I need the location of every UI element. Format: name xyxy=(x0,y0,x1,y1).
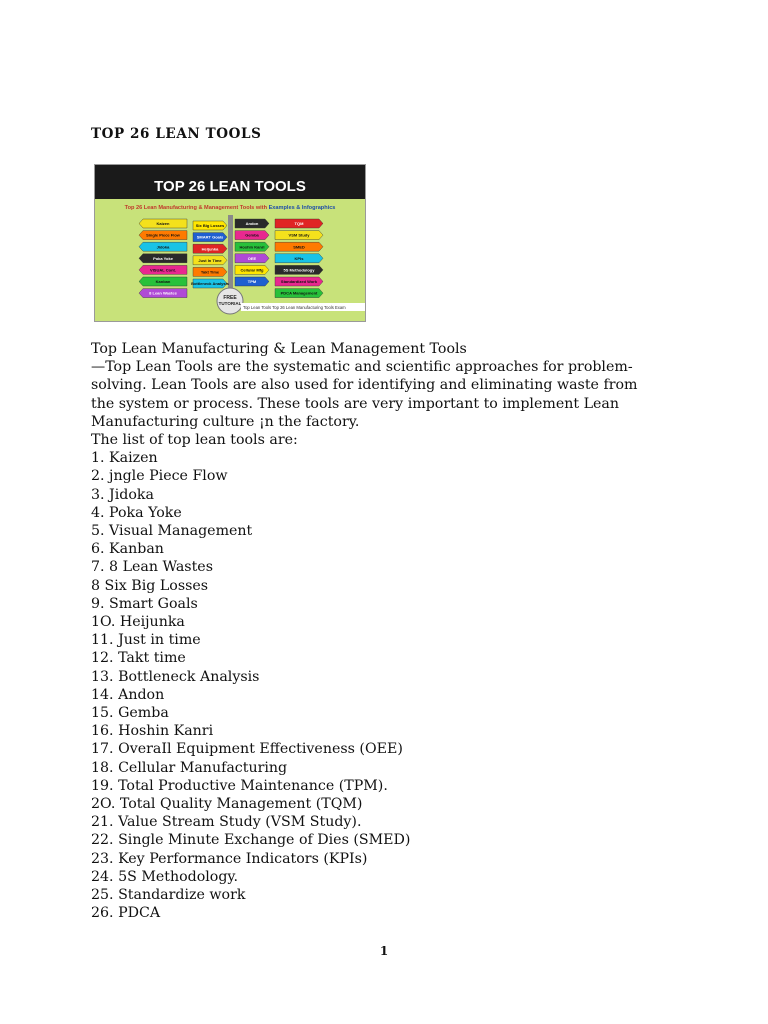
list-item: 1. Kaizen xyxy=(91,450,158,467)
signpost-sign-label: TQM xyxy=(294,221,304,227)
list-item: 3. Jidoka xyxy=(91,486,154,503)
signpost-sign-label: Just In Time xyxy=(198,257,222,263)
intro-line: solving. Lean Tools are also used for identifying and eliminating waste from xyxy=(91,377,638,394)
infographic-banner-title: TOP 26 LEAN TOOLS xyxy=(154,178,306,195)
list-item: 1O. Heijunka xyxy=(91,614,185,631)
list-item: 2. jngle Piece Flow xyxy=(91,468,228,485)
footer-caption: Top Lean Tools Top 26 Lean Manufacturing Tools Exam xyxy=(243,305,346,310)
list-item: 12. Takt time xyxy=(91,650,186,667)
signpost-sign-label: Hoshin Kanri xyxy=(239,244,265,250)
signpost-sign-label: Heijunka xyxy=(201,246,219,252)
list-item: 4. Poka Yoke xyxy=(91,504,182,521)
intro-line: —Top Lean Tools are the systematic and scientific approaches for problem- xyxy=(91,359,633,376)
signpost-sign-label: VISUAL Cont. xyxy=(150,267,176,273)
body-text xyxy=(91,340,661,923)
list-item: 7. 8 Lean Wastes xyxy=(91,559,213,576)
lean-tools-list xyxy=(91,449,661,922)
signpost-sign-label: Takt Time xyxy=(200,269,220,275)
signpost-sign-label: 8 Lean Wastes xyxy=(149,290,177,296)
signpost-sign-label: TPM xyxy=(247,279,257,285)
list-item: 11. Just in time xyxy=(91,632,201,649)
signpost-sign-label: Single Piece Flow xyxy=(146,232,180,238)
list-item: 6. Kanban xyxy=(91,541,164,558)
intro-line: Manufacturing culture ¡n the factory. xyxy=(91,413,360,430)
list-item: 5. Visual Management xyxy=(91,523,253,540)
intro-paragraph xyxy=(91,340,661,449)
list-item: 16. Hoshin Kanri xyxy=(91,723,214,740)
list-item: 8 Six Big Losses xyxy=(91,577,209,594)
signpost-sign-label: SMED xyxy=(293,244,305,250)
lean-tools-infographic xyxy=(94,164,366,322)
list-item: 24. 5S Methodology. xyxy=(91,868,239,885)
infographic-subtitle-part1: Top 26 Lean Manufacturing & Management Tools with xyxy=(124,205,269,211)
signpost-sign-label: Standardized Work xyxy=(280,279,318,285)
intro-line: Top Lean Manufacturing & Lean Management Tools xyxy=(91,341,467,357)
list-item: 13. Bottleneck Analysis xyxy=(91,668,260,685)
badge-line2: TUTORIAL xyxy=(218,301,242,306)
list-item: 2O. Total Quality Management (TQM) xyxy=(91,796,363,813)
signpost-sign-label: Six Big Losses xyxy=(195,223,225,229)
list-item: 18. Cellular Manufacturing xyxy=(91,759,288,776)
list-item: 22. Single Minute Exchange of Dies (SMED) xyxy=(91,832,411,849)
list-item: 21. Value Stream Study (VSM Study). xyxy=(91,814,362,831)
list-item: 23. Key Performance Indicators (KPIs) xyxy=(91,850,368,867)
list-item: 26. PDCA xyxy=(91,905,161,922)
list-item: 25. Standardize work xyxy=(91,887,246,904)
page-title: TOP 26 LEAN TOOLS xyxy=(91,126,262,142)
infographic-subtitle-part2: Examples & Infographics xyxy=(268,205,336,211)
infographic-graphic xyxy=(95,165,365,321)
badge-line1: FREE xyxy=(223,295,237,301)
page-number: 1 xyxy=(379,944,389,958)
infographic-subtitle xyxy=(125,205,336,211)
list-item: 9. Smart Goals xyxy=(91,595,198,612)
signpost-sign-label: VSM Study xyxy=(288,232,310,238)
signpost-sign-label: Kanban xyxy=(155,279,171,285)
signpost-sign-label: Gemba xyxy=(245,232,259,238)
intro-line: the system or process. These tools are very important to implement Lean xyxy=(91,395,619,412)
signpost-sign-label: SMART Goals xyxy=(196,234,224,240)
list-item: 17. OverаIl Equipment Effectiveness (OEE) xyxy=(91,741,403,758)
signpost-sign-label: 5S Methodology xyxy=(283,267,315,273)
signpost-sign-label: Kaizen xyxy=(156,221,170,227)
list-item: 15. Gemba xyxy=(91,705,169,722)
signpost-sign-label: OEE xyxy=(247,255,257,261)
signpost-sign-label: Poka Yoke xyxy=(153,255,173,261)
signpost-sign-label: Cellular Mfg xyxy=(240,267,264,273)
signpost-sign-label: PDCA Management xyxy=(280,290,318,296)
list-item: 14. Andon xyxy=(91,686,165,703)
intro-line: The list of top lean tools are: xyxy=(91,432,298,449)
list-item: 19. Total Productive Maintenance (TPM). xyxy=(91,777,388,794)
signpost-sign-label: Jidoka xyxy=(156,244,170,250)
signpost-sign-label: Bottleneck Analysis xyxy=(191,281,229,287)
signpost-sign-label: Andon xyxy=(245,221,259,227)
signpost-sign-label: KPIs xyxy=(294,255,304,261)
